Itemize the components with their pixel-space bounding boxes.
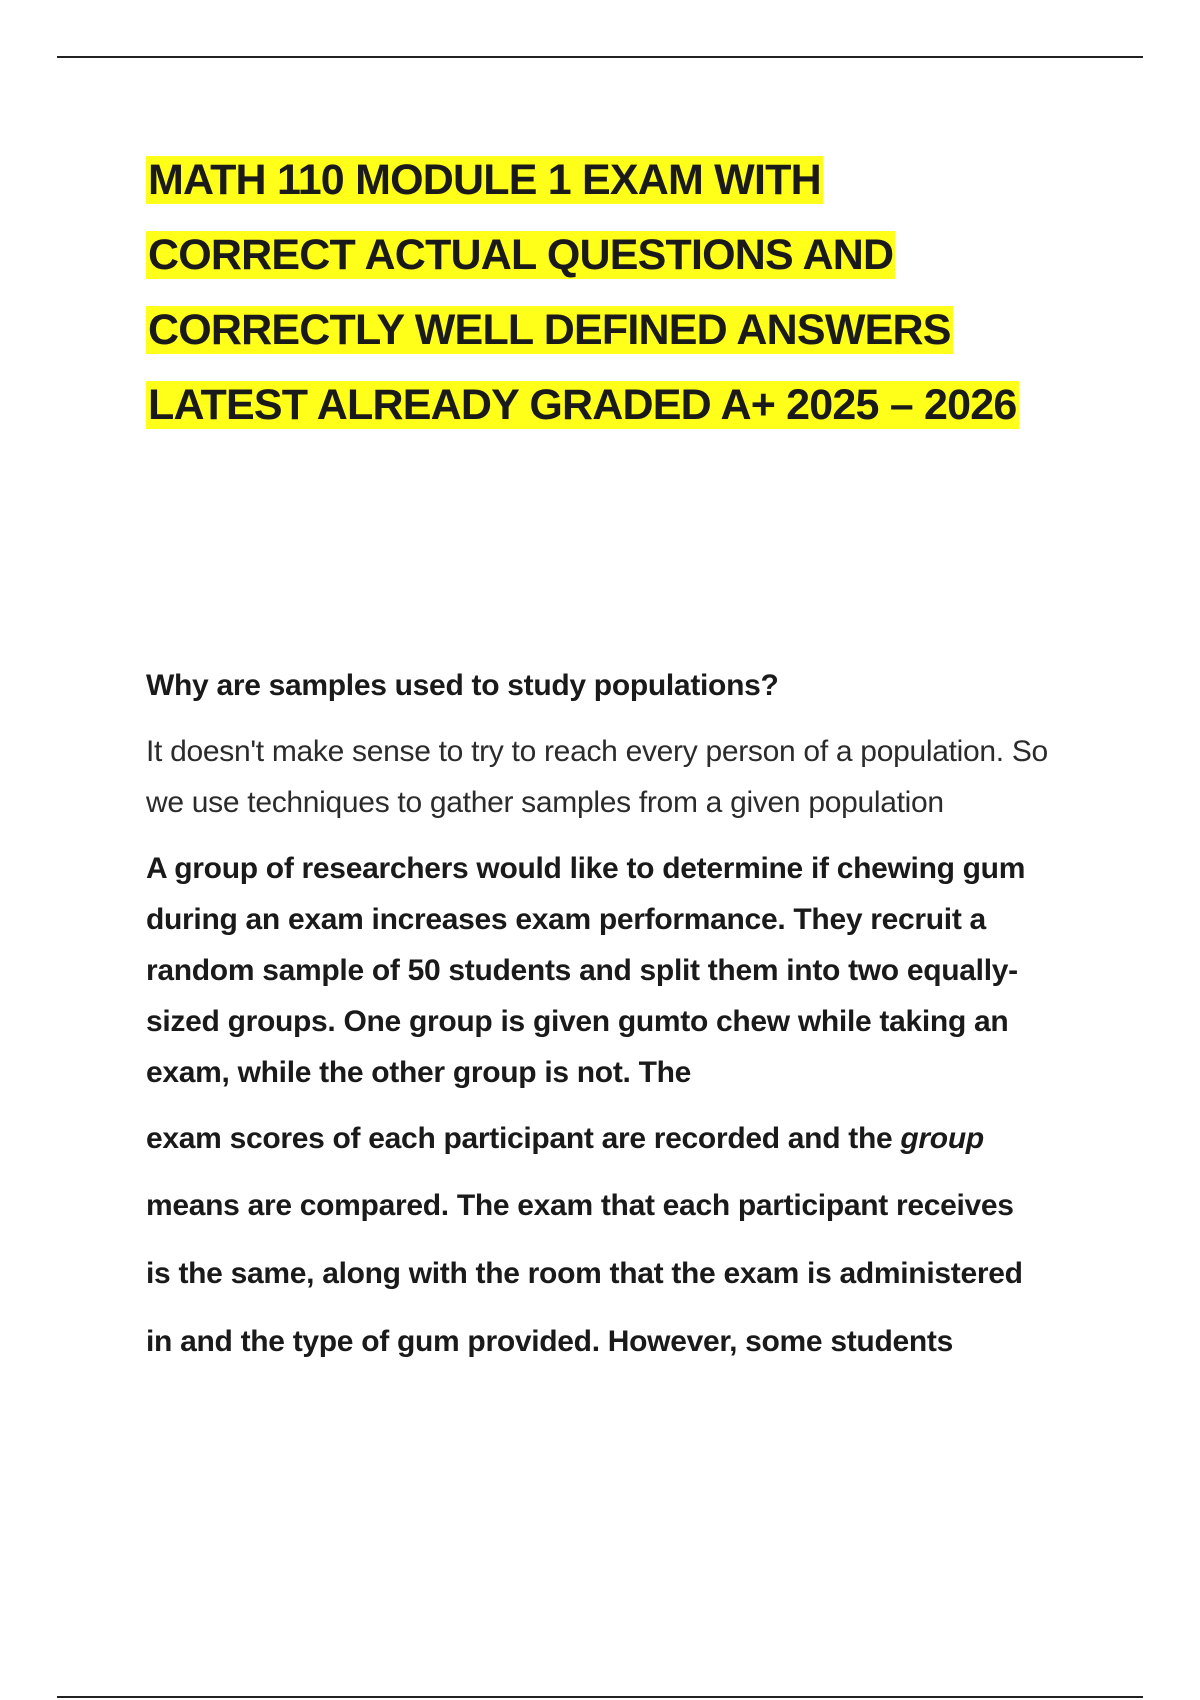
- title-line: CORRECTLY WELL DEFINED ANSWERS: [148, 306, 951, 354]
- question-2-text: in and the type of gum provided. However, some students: [146, 1325, 953, 1358]
- question-2-text: A group of researchers would like to determine if chewing gum during an exam increases exam performance. They recruit a random sample of 50 students and split them into two equally-sized groups. One group is given gumto chew while taking an exam, while the other group is not. The: [146, 852, 1026, 1089]
- bottom-rule: [57, 1696, 1143, 1698]
- question-2-text: is the same, along with the room that the exam is administered: [146, 1257, 1023, 1290]
- question-2-text: exam scores of each participant are recorded and the group: [146, 1122, 984, 1155]
- question-2-text: means are compared. The exam that each participant receives: [146, 1189, 1014, 1222]
- document-title: [146, 148, 1106, 448]
- title-line: MATH 110 MODULE 1 EXAM WITH: [148, 156, 821, 204]
- top-rule: [57, 56, 1143, 58]
- document-body: [146, 660, 1076, 1367]
- question-1: Why are samples used to study populations?: [146, 669, 779, 702]
- answer-1: It doesn't make sense to try to reach every person of a population. So we use techniques to gather samples from a given population: [146, 735, 1048, 819]
- title-line: CORRECT ACTUAL QUESTIONS AND: [148, 231, 894, 279]
- title-line: LATEST ALREADY GRADED A+ 2025 – 2026: [148, 381, 1017, 429]
- emphasis-group: group: [900, 1122, 984, 1155]
